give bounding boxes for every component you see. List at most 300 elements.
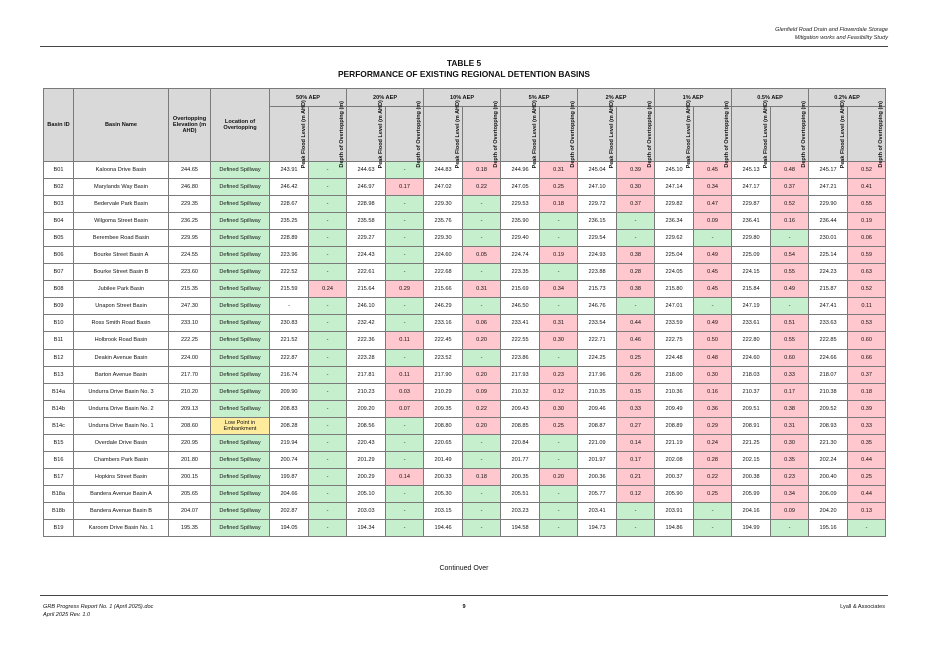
peak-flood-level-cell: 201.49 xyxy=(424,451,463,468)
peak-flood-level-cell: 217.81 xyxy=(347,366,386,383)
depth-of-overtopping-cell: - xyxy=(386,230,424,247)
basin-id-cell: B03 xyxy=(44,196,74,213)
depth-of-overtopping-cell: - xyxy=(386,451,424,468)
depth-of-overtopping-cell: - xyxy=(540,264,578,281)
rotated-header-label: Depth of Overtopping (m) xyxy=(878,100,885,168)
peak-flood-level-header xyxy=(347,99,386,169)
basin-name-cell: Karoom Drive Basin No. 1 xyxy=(74,519,169,536)
depth-of-overtopping-cell: 0.15 xyxy=(617,383,655,400)
depth-of-overtopping-cell: 0.12 xyxy=(540,383,578,400)
peak-flood-level-cell: 229.72 xyxy=(578,196,617,213)
basin-id-cell: B02 xyxy=(44,179,74,196)
overtopping-location-cell: Defined Spillway xyxy=(211,213,270,230)
depth-of-overtopping-cell: - xyxy=(617,230,655,247)
peak-flood-level-header xyxy=(732,99,771,169)
depth-of-overtopping-cell: 0.20 xyxy=(463,332,501,349)
peak-flood-level-cell: 245.10 xyxy=(655,162,694,179)
overtopping-elevation-cell: 195.35 xyxy=(169,519,211,536)
depth-of-overtopping-cell: - xyxy=(540,451,578,468)
aep-group-header: 0.2% AEP xyxy=(809,89,886,107)
basin-id-cell: B10 xyxy=(44,315,74,332)
depth-of-overtopping-cell: - xyxy=(309,196,347,213)
table-row xyxy=(44,298,886,315)
table-row xyxy=(44,366,886,383)
overtopping-elevation-cell: 244.65 xyxy=(169,162,211,179)
peak-flood-level-cell: 200.35 xyxy=(501,468,540,485)
peak-flood-level-cell: 229.53 xyxy=(501,196,540,213)
aep-group-header-row xyxy=(44,89,886,107)
peak-flood-level-cell: 210.35 xyxy=(578,383,617,400)
table-row xyxy=(44,519,886,536)
depth-of-overtopping-cell: 0.07 xyxy=(386,400,424,417)
peak-flood-level-cell: 215.64 xyxy=(347,281,386,298)
peak-flood-level-cell: 218.03 xyxy=(732,366,771,383)
peak-flood-level-cell: 223.88 xyxy=(578,264,617,281)
depth-of-overtopping-cell: - xyxy=(463,230,501,247)
peak-flood-level-header xyxy=(270,99,309,169)
rotated-header-label: Peak Flood Level (m AHD) xyxy=(454,99,461,169)
peak-flood-level-cell: 246.97 xyxy=(347,179,386,196)
depth-of-overtopping-cell: 0.17 xyxy=(771,383,809,400)
basin-name-cell: Overdale Drive Basin xyxy=(74,434,169,451)
depth-of-overtopping-header xyxy=(848,100,886,168)
header-line-1: Glenfield Road Drain and Flowerdale Storage xyxy=(775,27,888,33)
peak-flood-level-cell: 222.61 xyxy=(347,264,386,281)
depth-of-overtopping-cell: 0.25 xyxy=(617,349,655,366)
basin-id-cell: B14c xyxy=(44,417,74,434)
aep-group-header: 1% AEP xyxy=(655,89,732,107)
peak-flood-level-cell: 220.84 xyxy=(501,434,540,451)
depth-of-overtopping-cell: - xyxy=(540,213,578,230)
depth-of-overtopping-cell: 0.20 xyxy=(463,366,501,383)
peak-flood-level-cell: 202.15 xyxy=(732,451,771,468)
depth-of-overtopping-cell: 0.31 xyxy=(771,417,809,434)
depth-of-overtopping-cell: 0.21 xyxy=(617,468,655,485)
basin-name-cell: Marylands Way Basin xyxy=(74,179,169,196)
depth-of-overtopping-cell: 0.03 xyxy=(386,383,424,400)
depth-of-overtopping-cell: 0.09 xyxy=(463,383,501,400)
depth-of-overtopping-cell: 0.49 xyxy=(694,247,732,264)
footer-document-name: GRB Progress Report No. 1 (April 2025).doc xyxy=(43,604,154,610)
peak-flood-level-cell: 224.66 xyxy=(809,349,848,366)
rotated-header-label: Depth of Overtopping (m) xyxy=(416,100,423,168)
depth-of-overtopping-cell: - xyxy=(309,485,347,502)
depth-of-overtopping-cell: - xyxy=(771,230,809,247)
basin-id-cell: B15 xyxy=(44,434,74,451)
peak-flood-level-cell: 217.90 xyxy=(424,366,463,383)
depth-of-overtopping-cell: 0.49 xyxy=(771,281,809,298)
peak-flood-level-cell: 201.29 xyxy=(347,451,386,468)
depth-of-overtopping-cell: 0.09 xyxy=(771,502,809,519)
peak-flood-level-cell: 221.09 xyxy=(578,434,617,451)
depth-of-overtopping-cell: 0.18 xyxy=(540,196,578,213)
depth-of-overtopping-cell: 0.16 xyxy=(694,383,732,400)
peak-flood-level-cell: 210.23 xyxy=(347,383,386,400)
depth-of-overtopping-cell: 0.33 xyxy=(617,400,655,417)
table-row xyxy=(44,264,886,281)
overtopping-elevation-cell: 210.20 xyxy=(169,383,211,400)
overtopping-elevation-cell: 200.15 xyxy=(169,468,211,485)
basin-name-cell: Bourke Street Basin B xyxy=(74,264,169,281)
peak-flood-level-cell: 243.91 xyxy=(270,162,309,179)
peak-flood-level-cell: 217.93 xyxy=(501,366,540,383)
rotated-header-label: Peak Flood Level (m AHD) xyxy=(377,99,384,169)
peak-flood-level-cell: 200.37 xyxy=(655,468,694,485)
peak-flood-level-cell: 224.25 xyxy=(578,349,617,366)
peak-flood-level-cell: 215.59 xyxy=(270,281,309,298)
basin-name-cell: Berembee Road Basin xyxy=(74,230,169,247)
report-header xyxy=(775,26,888,42)
peak-flood-level-cell: 208.80 xyxy=(424,417,463,434)
peak-flood-level-cell: 247.41 xyxy=(809,298,848,315)
depth-of-overtopping-cell: 0.39 xyxy=(848,400,886,417)
depth-of-overtopping-cell: - xyxy=(771,519,809,536)
peak-flood-level-cell: 221.30 xyxy=(809,434,848,451)
peak-flood-level-cell: 209.43 xyxy=(501,400,540,417)
depth-of-overtopping-cell: - xyxy=(386,519,424,536)
basin-name-cell: Deakin Avenue Basin xyxy=(74,349,169,366)
peak-flood-level-cell: 224.43 xyxy=(347,247,386,264)
peak-flood-level-cell: 224.23 xyxy=(809,264,848,281)
peak-flood-level-cell: 215.69 xyxy=(501,281,540,298)
depth-of-overtopping-header xyxy=(540,100,578,168)
overtopping-location-cell: Defined Spillway xyxy=(211,179,270,196)
peak-flood-level-cell: 210.29 xyxy=(424,383,463,400)
depth-of-overtopping-cell: 0.17 xyxy=(386,179,424,196)
basin-id-cell: B19 xyxy=(44,519,74,536)
peak-flood-level-cell: 216.74 xyxy=(270,366,309,383)
peak-flood-level-cell: 229.80 xyxy=(732,230,771,247)
table-row xyxy=(44,383,886,400)
peak-flood-level-cell: 228.89 xyxy=(270,230,309,247)
rotated-header-label: Depth of Overtopping (m) xyxy=(570,100,577,168)
depth-of-overtopping-cell: 0.30 xyxy=(694,366,732,383)
peak-flood-level-cell: 246.10 xyxy=(347,298,386,315)
depth-of-overtopping-cell: - xyxy=(617,213,655,230)
peak-flood-level-cell: 202.87 xyxy=(270,502,309,519)
peak-flood-level-cell: 209.35 xyxy=(424,400,463,417)
peak-flood-level-cell: 203.03 xyxy=(347,502,386,519)
depth-of-overtopping-cell: 0.18 xyxy=(463,468,501,485)
depth-of-overtopping-cell: 0.34 xyxy=(771,485,809,502)
overtopping-elevation-cell: 209.13 xyxy=(169,400,211,417)
depth-of-overtopping-cell: 0.45 xyxy=(694,264,732,281)
table-row xyxy=(44,179,886,196)
overtopping-location-cell: Low Point in Embankment xyxy=(211,417,270,434)
depth-of-overtopping-cell: - xyxy=(463,196,501,213)
depth-of-overtopping-cell: - xyxy=(694,519,732,536)
overtopping-elevation-cell: 246.80 xyxy=(169,179,211,196)
peak-flood-level-cell: 205.90 xyxy=(655,485,694,502)
depth-of-overtopping-cell: - xyxy=(694,230,732,247)
peak-flood-level-cell: 194.86 xyxy=(655,519,694,536)
overtopping-location-cell: Defined Spillway xyxy=(211,451,270,468)
peak-flood-level-cell: 220.65 xyxy=(424,434,463,451)
peak-flood-level-cell: 224.60 xyxy=(424,247,463,264)
peak-flood-level-cell: 221.25 xyxy=(732,434,771,451)
depth-of-overtopping-cell: - xyxy=(540,485,578,502)
depth-of-overtopping-cell: 0.37 xyxy=(848,366,886,383)
depth-of-overtopping-cell: - xyxy=(309,298,347,315)
aep-group-header: 50% AEP xyxy=(270,89,347,107)
overtopping-location-cell: Defined Spillway xyxy=(211,366,270,383)
depth-of-overtopping-cell: 0.59 xyxy=(848,247,886,264)
depth-of-overtopping-cell: 0.06 xyxy=(463,315,501,332)
depth-of-overtopping-cell: 0.25 xyxy=(540,179,578,196)
depth-of-overtopping-cell: - xyxy=(540,434,578,451)
table-row xyxy=(44,247,886,264)
overtopping-elevation-cell: 247.30 xyxy=(169,298,211,315)
depth-of-overtopping-cell: 0.38 xyxy=(771,400,809,417)
depth-of-overtopping-cell: 0.11 xyxy=(848,298,886,315)
peak-flood-level-cell: 219.94 xyxy=(270,434,309,451)
table-row xyxy=(44,434,886,451)
peak-flood-level-cell: 228.98 xyxy=(347,196,386,213)
rotated-header-label: Depth of Overtopping (m) xyxy=(647,100,654,168)
peak-flood-level-cell: 229.30 xyxy=(424,230,463,247)
peak-flood-level-cell: 202.08 xyxy=(655,451,694,468)
basin-id-cell: B14a xyxy=(44,383,74,400)
overtopping-elevation-cell: 229.95 xyxy=(169,230,211,247)
depth-of-overtopping-cell: 0.18 xyxy=(463,162,501,179)
depth-of-overtopping-cell: 0.22 xyxy=(463,179,501,196)
peak-flood-level-cell: 209.52 xyxy=(809,400,848,417)
basin-id-cell: B09 xyxy=(44,298,74,315)
peak-flood-level-cell: 222.52 xyxy=(270,264,309,281)
depth-of-overtopping-cell: - xyxy=(309,213,347,230)
depth-of-overtopping-cell: 0.51 xyxy=(771,315,809,332)
peak-flood-level-cell: 205.30 xyxy=(424,485,463,502)
peak-flood-level-header xyxy=(578,99,617,169)
peak-flood-level-cell: 224.05 xyxy=(655,264,694,281)
depth-of-overtopping-cell: 0.17 xyxy=(617,451,655,468)
table-row xyxy=(44,502,886,519)
depth-of-overtopping-cell: 0.11 xyxy=(386,332,424,349)
depth-of-overtopping-cell: 0.29 xyxy=(694,417,732,434)
peak-flood-level-cell: 205.77 xyxy=(578,485,617,502)
rotated-header-label: Depth of Overtopping (m) xyxy=(724,100,731,168)
peak-flood-level-cell: 225.14 xyxy=(809,247,848,264)
overtopping-elevation-cell: 204.07 xyxy=(169,502,211,519)
overtopping-location-cell: Defined Spillway xyxy=(211,502,270,519)
peak-flood-level-cell: 247.02 xyxy=(424,179,463,196)
depth-of-overtopping-cell: 0.63 xyxy=(848,264,886,281)
basin-id-cell: B18b xyxy=(44,502,74,519)
peak-flood-level-cell: 208.83 xyxy=(270,400,309,417)
depth-of-overtopping-cell: - xyxy=(309,264,347,281)
peak-flood-level-cell: 200.40 xyxy=(809,468,848,485)
col-header-basin-name: Basin Name xyxy=(74,89,169,162)
peak-flood-level-cell: 233.61 xyxy=(732,315,771,332)
peak-flood-level-cell: 229.82 xyxy=(655,196,694,213)
footer-revision: April 2025 Rev. 1.0 xyxy=(43,612,91,618)
depth-of-overtopping-cell: - xyxy=(386,434,424,451)
depth-of-overtopping-cell: 0.44 xyxy=(617,315,655,332)
peak-flood-level-cell: 200.36 xyxy=(578,468,617,485)
depth-of-overtopping-cell: 0.49 xyxy=(694,315,732,332)
overtopping-location-cell: Defined Spillway xyxy=(211,281,270,298)
depth-of-overtopping-cell: 0.25 xyxy=(694,485,732,502)
rotated-header-label: Peak Flood Level (m AHD) xyxy=(608,99,615,169)
depth-of-overtopping-cell: 0.35 xyxy=(848,434,886,451)
basin-id-cell: B01 xyxy=(44,162,74,179)
peak-flood-level-cell: 203.41 xyxy=(578,502,617,519)
peak-flood-level-cell: 222.85 xyxy=(809,332,848,349)
depth-of-overtopping-cell: 0.38 xyxy=(617,281,655,298)
depth-of-overtopping-cell: - xyxy=(694,298,732,315)
depth-of-overtopping-cell: - xyxy=(540,349,578,366)
depth-of-overtopping-cell: 0.41 xyxy=(848,179,886,196)
depth-of-overtopping-cell: 0.19 xyxy=(848,213,886,230)
depth-of-overtopping-cell: 0.34 xyxy=(540,281,578,298)
peak-flood-level-cell: 194.99 xyxy=(732,519,771,536)
peak-flood-level-cell: 247.17 xyxy=(732,179,771,196)
peak-flood-level-cell: 209.20 xyxy=(347,400,386,417)
peak-flood-level-cell: 208.28 xyxy=(270,417,309,434)
footer-divider xyxy=(40,595,888,596)
peak-flood-level-cell: 209.51 xyxy=(732,400,771,417)
depth-of-overtopping-cell: - xyxy=(309,434,347,451)
depth-of-overtopping-cell: 0.38 xyxy=(617,247,655,264)
depth-of-overtopping-cell: - xyxy=(463,502,501,519)
depth-of-overtopping-cell: 0.48 xyxy=(694,349,732,366)
overtopping-location-cell: Defined Spillway xyxy=(211,247,270,264)
depth-of-overtopping-cell: - xyxy=(309,451,347,468)
depth-of-overtopping-cell: 0.55 xyxy=(848,196,886,213)
overtopping-elevation-cell: 233.10 xyxy=(169,315,211,332)
peak-flood-level-cell: 233.16 xyxy=(424,315,463,332)
depth-of-overtopping-cell: - xyxy=(309,417,347,434)
peak-flood-level-cell: 203.91 xyxy=(655,502,694,519)
peak-flood-level-cell: 224.93 xyxy=(578,247,617,264)
peak-flood-level-cell: 194.46 xyxy=(424,519,463,536)
depth-of-overtopping-cell: 0.50 xyxy=(694,332,732,349)
depth-of-overtopping-cell: 0.28 xyxy=(617,264,655,281)
depth-of-overtopping-cell: 0.47 xyxy=(694,196,732,213)
depth-of-overtopping-cell: - xyxy=(617,519,655,536)
peak-flood-level-cell: 210.32 xyxy=(501,383,540,400)
peak-flood-level-cell: 208.87 xyxy=(578,417,617,434)
peak-flood-level-cell: 233.63 xyxy=(809,315,848,332)
depth-of-overtopping-cell: 0.11 xyxy=(386,366,424,383)
depth-of-overtopping-cell: - xyxy=(309,502,347,519)
depth-of-overtopping-cell: 0.22 xyxy=(694,468,732,485)
peak-flood-level-cell: 224.60 xyxy=(732,349,771,366)
aep-group-header: 2% AEP xyxy=(578,89,655,107)
peak-flood-level-cell: 229.62 xyxy=(655,230,694,247)
peak-flood-level-cell: 208.93 xyxy=(809,417,848,434)
header-divider xyxy=(40,46,888,47)
depth-of-overtopping-cell: 0.28 xyxy=(694,451,732,468)
peak-flood-level-cell: 215.80 xyxy=(655,281,694,298)
footer-page-number: 9 xyxy=(462,604,466,610)
depth-of-overtopping-cell: - xyxy=(463,298,501,315)
peak-flood-level-cell: 205.10 xyxy=(347,485,386,502)
depth-of-overtopping-cell: 0.30 xyxy=(540,400,578,417)
depth-of-overtopping-cell: 0.16 xyxy=(771,213,809,230)
peak-flood-level-cell: 247.10 xyxy=(578,179,617,196)
overtopping-elevation-cell: 220.95 xyxy=(169,434,211,451)
depth-of-overtopping-cell: 0.45 xyxy=(694,162,732,179)
basin-id-cell: B11 xyxy=(44,332,74,349)
peak-flood-level-cell: 233.59 xyxy=(655,315,694,332)
depth-of-overtopping-cell: 0.54 xyxy=(771,247,809,264)
peak-flood-level-cell: 223.35 xyxy=(501,264,540,281)
depth-of-overtopping-cell: - xyxy=(463,451,501,468)
peak-flood-level-cell: 210.36 xyxy=(655,383,694,400)
depth-of-overtopping-cell: 0.29 xyxy=(386,281,424,298)
peak-flood-level-cell: 204.20 xyxy=(809,502,848,519)
peak-flood-level-cell: 215.87 xyxy=(809,281,848,298)
rotated-header-label: Depth of Overtopping (m) xyxy=(801,100,808,168)
depth-of-overtopping-cell: 0.37 xyxy=(771,179,809,196)
depth-of-overtopping-cell: - xyxy=(386,502,424,519)
peak-flood-level-cell: 247.01 xyxy=(655,298,694,315)
depth-of-overtopping-cell: 0.53 xyxy=(848,315,886,332)
table-row xyxy=(44,230,886,247)
peak-flood-level-cell: 208.56 xyxy=(347,417,386,434)
peak-flood-level-cell: 246.42 xyxy=(270,179,309,196)
peak-flood-level-cell: 230.83 xyxy=(270,315,309,332)
depth-of-overtopping-cell: - xyxy=(463,264,501,281)
overtopping-location-cell: Defined Spillway xyxy=(211,383,270,400)
basin-name-cell: Undurra Drive Basin No. 2 xyxy=(74,400,169,417)
peak-flood-level-cell: 205.51 xyxy=(501,485,540,502)
depth-of-overtopping-cell: - xyxy=(540,230,578,247)
peak-flood-level-cell: 208.85 xyxy=(501,417,540,434)
depth-of-overtopping-cell: 0.31 xyxy=(540,315,578,332)
depth-of-overtopping-cell: - xyxy=(309,349,347,366)
depth-of-overtopping-cell: 0.31 xyxy=(463,281,501,298)
depth-of-overtopping-cell: 0.55 xyxy=(771,332,809,349)
peak-flood-level-cell: 201.77 xyxy=(501,451,540,468)
table-body xyxy=(44,162,886,537)
peak-flood-level-cell: 246.29 xyxy=(424,298,463,315)
rotated-header-label: Depth of Overtopping (m) xyxy=(493,100,500,168)
peak-flood-level-cell: 194.58 xyxy=(501,519,540,536)
basin-id-cell: B06 xyxy=(44,247,74,264)
overtopping-elevation-cell: 201.80 xyxy=(169,451,211,468)
peak-flood-level-header xyxy=(501,99,540,169)
overtopping-location-cell: Defined Spillway xyxy=(211,298,270,315)
basin-name-cell: Barton Avenue Basin xyxy=(74,366,169,383)
peak-flood-level-cell: 194.73 xyxy=(578,519,617,536)
depth-of-overtopping-cell: 0.36 xyxy=(694,400,732,417)
peak-flood-level-cell: 218.07 xyxy=(809,366,848,383)
depth-of-overtopping-cell: 0.24 xyxy=(694,434,732,451)
depth-of-overtopping-header xyxy=(386,100,424,168)
basin-name-cell: Hopkins Street Basin xyxy=(74,468,169,485)
depth-of-overtopping-cell: - xyxy=(309,162,347,179)
table-title: PERFORMANCE OF EXISTING REGIONAL DETENTION BASINS xyxy=(337,69,591,79)
overtopping-location-cell: Defined Spillway xyxy=(211,434,270,451)
peak-flood-level-cell: 247.21 xyxy=(809,179,848,196)
depth-of-overtopping-cell: 0.19 xyxy=(540,247,578,264)
overtopping-elevation-cell: 236.25 xyxy=(169,213,211,230)
peak-flood-level-cell: 210.38 xyxy=(809,383,848,400)
depth-of-overtopping-cell: 0.14 xyxy=(617,434,655,451)
peak-flood-level-cell: 222.36 xyxy=(347,332,386,349)
depth-of-overtopping-header xyxy=(309,100,347,168)
basin-id-cell: B13 xyxy=(44,366,74,383)
basin-id-cell: B04 xyxy=(44,213,74,230)
depth-of-overtopping-header xyxy=(771,100,809,168)
depth-of-overtopping-cell: 0.37 xyxy=(617,196,655,213)
basin-name-cell: Bourke Street Basin A xyxy=(74,247,169,264)
overtopping-location-cell: Defined Spillway xyxy=(211,332,270,349)
overtopping-location-cell: Defined Spillway xyxy=(211,468,270,485)
depth-of-overtopping-cell: 0.33 xyxy=(771,366,809,383)
